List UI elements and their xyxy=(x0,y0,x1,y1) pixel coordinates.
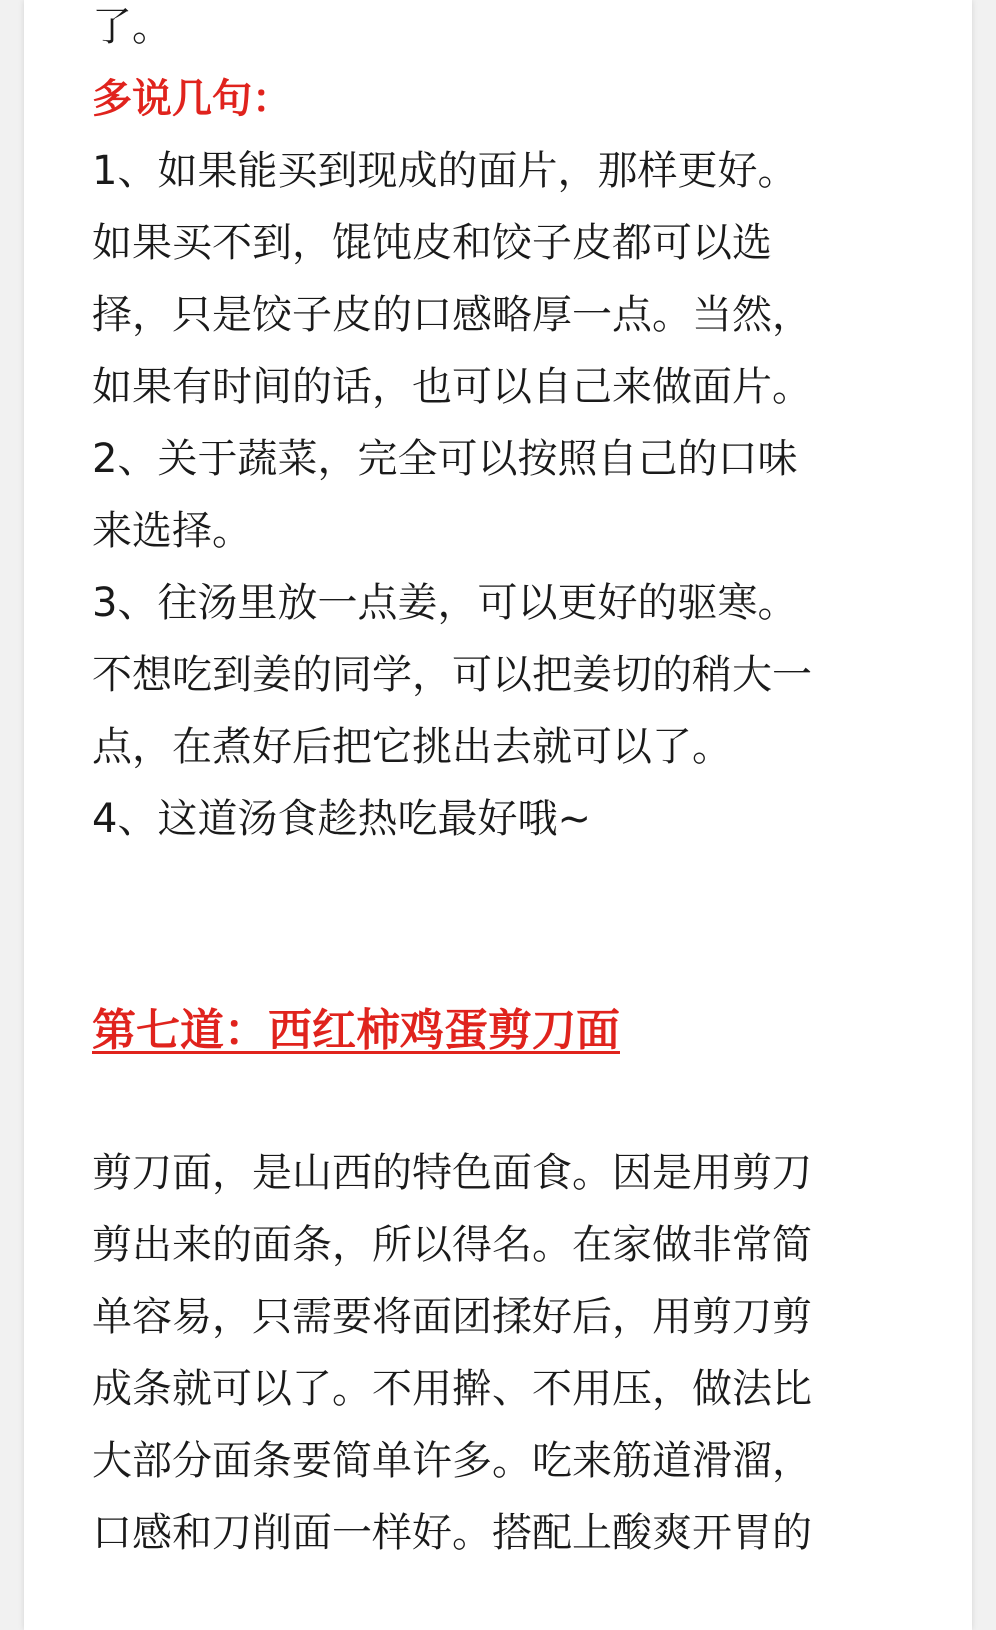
tips-line: 2、关于蔬菜，完全可以按照自己的口味 xyxy=(92,436,798,482)
tips-line: 不想吃到姜的同学，可以把姜切的稍大一 xyxy=(92,652,812,698)
intro-line: 剪出来的面条，所以得名。在家做非常简 xyxy=(92,1222,812,1268)
tips-line: 4、这道汤食趁热吃最好哦~ xyxy=(92,796,591,842)
section-heading: 第七道：西红柿鸡蛋剪刀面 xyxy=(92,1005,620,1056)
intro-line: 大部分面条要简单许多。吃来筋道滑溜， xyxy=(92,1438,812,1484)
tips-title: 多说几句： xyxy=(92,76,292,122)
tips-line: 如果有时间的话，也可以自己来做面片。 xyxy=(92,364,812,410)
tips-line: 来选择。 xyxy=(92,508,252,554)
intro-line: 单容易，只需要将面团揉好后，用剪刀剪 xyxy=(92,1294,812,1340)
tips-line: 1、如果能买到现成的面片，那样更好。 xyxy=(92,148,798,194)
tips-line: 择，只是饺子皮的口感略厚一点。当然， xyxy=(92,292,812,338)
tips-line: 点，在煮好后把它挑出去就可以了。 xyxy=(92,724,732,770)
intro-line: 剪刀面，是山西的特色面食。因是用剪刀 xyxy=(92,1150,812,1196)
tips-line: 3、往汤里放一点姜，可以更好的驱寒。 xyxy=(92,580,798,626)
previous-paragraph-tail: 了。 xyxy=(92,4,172,50)
article-page xyxy=(24,0,972,1630)
intro-line: 成条就可以了。不用擀、不用压，做法比 xyxy=(92,1366,812,1412)
tips-line: 如果买不到，馄饨皮和饺子皮都可以选 xyxy=(92,220,772,266)
intro-line: 口感和刀削面一样好。搭配上酸爽开胃的 xyxy=(92,1510,812,1556)
